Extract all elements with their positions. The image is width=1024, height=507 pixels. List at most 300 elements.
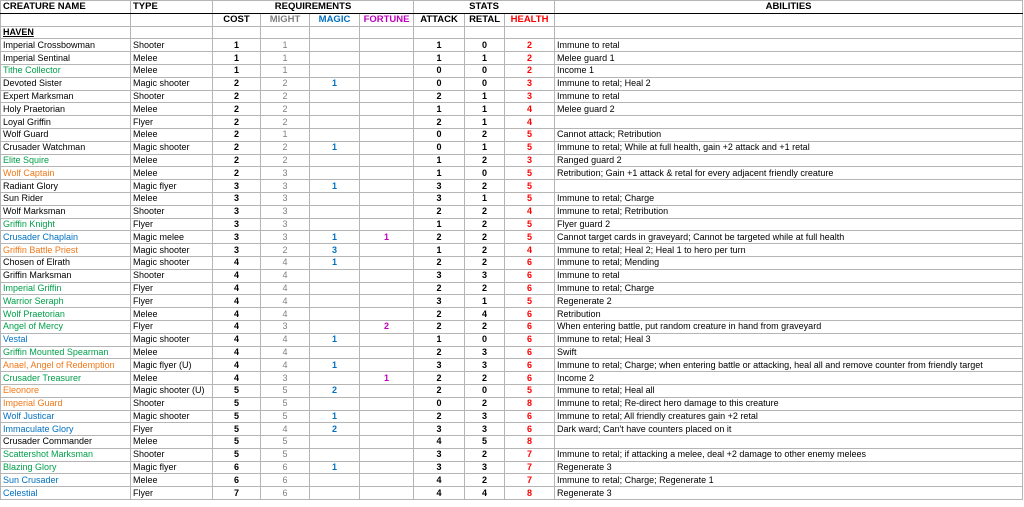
creature-name: Griffin Mounted Spearman	[1, 346, 131, 359]
creature-type: Melee	[131, 52, 213, 65]
might-cell: 2	[261, 77, 310, 90]
creature-type: Melee	[131, 192, 213, 205]
table-row	[1, 333, 1023, 346]
magic-cell	[310, 154, 360, 167]
table-row	[1, 116, 1023, 129]
health-cell: 8	[505, 487, 555, 500]
health-cell: 4	[505, 103, 555, 116]
table-row	[1, 90, 1023, 103]
might-cell: 3	[261, 205, 310, 218]
fortune-cell	[360, 192, 414, 205]
abilities-cell: Income 1	[555, 64, 1023, 77]
abilities-cell: Cannot target cards in graveyard; Cannot be targeted while at full health	[555, 231, 1023, 244]
attack-cell: 0	[414, 128, 465, 141]
abilities-cell: Immune to retal	[555, 90, 1023, 103]
health-cell: 6	[505, 320, 555, 333]
cost-cell: 3	[213, 205, 261, 218]
creature-type: Magic melee	[131, 231, 213, 244]
might-cell: 3	[261, 231, 310, 244]
creature-type: Magic shooter	[131, 333, 213, 346]
might-cell: 5	[261, 448, 310, 461]
attack-cell: 2	[414, 231, 465, 244]
header-cost: COST	[213, 13, 261, 26]
creature-name: Imperial Griffin	[1, 282, 131, 295]
attack-cell: 2	[414, 308, 465, 321]
creature-type: Magic shooter	[131, 410, 213, 423]
cost-cell: 7	[213, 487, 261, 500]
table-row	[1, 397, 1023, 410]
magic-cell	[310, 397, 360, 410]
health-cell: 6	[505, 256, 555, 269]
creature-type: Shooter	[131, 448, 213, 461]
health-cell: 5	[505, 218, 555, 231]
health-cell: 5	[505, 192, 555, 205]
health-cell: 6	[505, 372, 555, 385]
magic-cell: 1	[310, 256, 360, 269]
retal-cell: 1	[465, 52, 505, 65]
might-cell: 3	[261, 192, 310, 205]
table-row	[1, 64, 1023, 77]
health-cell: 4	[505, 116, 555, 129]
table-row	[1, 244, 1023, 257]
abilities-cell: Regenerate 3	[555, 461, 1023, 474]
might-cell: 3	[261, 167, 310, 180]
table-row	[1, 256, 1023, 269]
abilities-cell: Immune to retal; Retribution	[555, 205, 1023, 218]
might-cell: 1	[261, 64, 310, 77]
retal-cell: 3	[465, 410, 505, 423]
abilities-cell: Dark ward; Can't have counters placed on it	[555, 423, 1023, 436]
fortune-cell: 2	[360, 320, 414, 333]
cost-cell: 4	[213, 320, 261, 333]
creature-type: Melee	[131, 474, 213, 487]
creature-name: Tithe Collector	[1, 64, 131, 77]
health-cell: 3	[505, 154, 555, 167]
table-row	[1, 282, 1023, 295]
header-name: CREATURE NAME	[1, 1, 131, 14]
retal-cell: 0	[465, 64, 505, 77]
health-cell: 4	[505, 205, 555, 218]
cost-cell: 6	[213, 461, 261, 474]
cost-cell: 4	[213, 359, 261, 372]
magic-cell: 1	[310, 141, 360, 154]
creature-name: Blazing Glory	[1, 461, 131, 474]
magic-cell	[310, 487, 360, 500]
fortune-cell	[360, 384, 414, 397]
abilities-cell	[555, 180, 1023, 193]
creature-type: Magic flyer (U)	[131, 359, 213, 372]
creature-name: Radiant Glory	[1, 180, 131, 193]
fortune-cell	[360, 308, 414, 321]
magic-cell: 1	[310, 461, 360, 474]
header-fortune: FORTUNE	[360, 13, 414, 26]
retal-cell: 4	[465, 487, 505, 500]
attack-cell: 4	[414, 474, 465, 487]
fortune-cell	[360, 103, 414, 116]
attack-cell: 3	[414, 359, 465, 372]
creature-type: Magic shooter	[131, 141, 213, 154]
retal-cell: 1	[465, 103, 505, 116]
table-row	[1, 448, 1023, 461]
fortune-cell	[360, 52, 414, 65]
header-retal: RETAL	[465, 13, 505, 26]
fortune-cell	[360, 141, 414, 154]
fortune-cell	[360, 244, 414, 257]
table-row	[1, 410, 1023, 423]
health-cell: 8	[505, 397, 555, 410]
attack-cell: 2	[414, 320, 465, 333]
cost-cell: 1	[213, 64, 261, 77]
fortune-cell	[360, 269, 414, 282]
cost-cell: 5	[213, 448, 261, 461]
table-row	[1, 52, 1023, 65]
cost-cell: 4	[213, 372, 261, 385]
retal-cell: 3	[465, 359, 505, 372]
might-cell: 6	[261, 487, 310, 500]
might-cell: 6	[261, 461, 310, 474]
fortune-cell	[360, 180, 414, 193]
attack-cell: 0	[414, 141, 465, 154]
fortune-cell	[360, 346, 414, 359]
creature-type: Melee	[131, 103, 213, 116]
fortune-cell	[360, 295, 414, 308]
health-cell: 5	[505, 128, 555, 141]
creature-type: Magic flyer	[131, 180, 213, 193]
magic-cell: 1	[310, 410, 360, 423]
table-row	[1, 231, 1023, 244]
header-stats: STATS	[414, 1, 555, 14]
creature-name: Angel of Mercy	[1, 320, 131, 333]
health-cell: 5	[505, 141, 555, 154]
magic-cell	[310, 308, 360, 321]
attack-cell: 2	[414, 205, 465, 218]
fortune-cell	[360, 282, 414, 295]
creature-name: Imperial Guard	[1, 397, 131, 410]
fortune-cell	[360, 487, 414, 500]
abilities-cell: Immune to retal; Heal 2; Heal 1 to hero per turn	[555, 244, 1023, 257]
magic-cell: 1	[310, 359, 360, 372]
abilities-cell: Retribution	[555, 308, 1023, 321]
attack-cell: 1	[414, 333, 465, 346]
table-row	[1, 320, 1023, 333]
attack-cell: 3	[414, 295, 465, 308]
retal-cell: 2	[465, 154, 505, 167]
attack-cell: 0	[414, 64, 465, 77]
creature-name: Crusader Treasurer	[1, 372, 131, 385]
magic-cell	[310, 474, 360, 487]
creature-name: Wolf Guard	[1, 128, 131, 141]
might-cell: 2	[261, 116, 310, 129]
fortune-cell	[360, 64, 414, 77]
creature-type: Shooter	[131, 39, 213, 52]
might-cell: 2	[261, 141, 310, 154]
retal-cell: 1	[465, 141, 505, 154]
health-cell: 6	[505, 308, 555, 321]
attack-cell: 2	[414, 410, 465, 423]
abilities-cell: Immune to retal	[555, 39, 1023, 52]
table-row	[1, 295, 1023, 308]
health-cell: 6	[505, 423, 555, 436]
creature-name: Devoted Sister	[1, 77, 131, 90]
fortune-cell	[360, 154, 414, 167]
creature-name: Wolf Justicar	[1, 410, 131, 423]
creature-rows	[1, 39, 1023, 500]
health-cell: 7	[505, 448, 555, 461]
cost-cell: 5	[213, 397, 261, 410]
abilities-cell: Melee guard 1	[555, 52, 1023, 65]
fortune-cell	[360, 474, 414, 487]
creature-type: Magic shooter	[131, 256, 213, 269]
abilities-cell: Immune to retal; While at full health, gain +2 attack and +1 retal	[555, 141, 1023, 154]
table-row	[1, 192, 1023, 205]
creature-name: Imperial Crossbowman	[1, 39, 131, 52]
magic-cell	[310, 167, 360, 180]
creature-type: Melee	[131, 154, 213, 167]
retal-cell: 1	[465, 116, 505, 129]
creature-name: Scattershot Marksman	[1, 448, 131, 461]
abilities-cell: Immune to retal; Heal 3	[555, 333, 1023, 346]
health-cell: 8	[505, 436, 555, 449]
abilities-cell	[555, 116, 1023, 129]
table-row	[1, 154, 1023, 167]
health-cell: 6	[505, 346, 555, 359]
creature-type: Flyer	[131, 295, 213, 308]
cost-cell: 3	[213, 218, 261, 231]
retal-cell: 3	[465, 461, 505, 474]
might-cell: 4	[261, 295, 310, 308]
creature-type: Shooter	[131, 205, 213, 218]
attack-cell: 4	[414, 436, 465, 449]
fortune-cell	[360, 448, 414, 461]
attack-cell: 0	[414, 397, 465, 410]
attack-cell: 2	[414, 116, 465, 129]
table-row	[1, 103, 1023, 116]
cost-cell: 2	[213, 167, 261, 180]
creature-name: Crusader Commander	[1, 436, 131, 449]
abilities-cell: Immune to retal; All friendly creatures gain +2 retal	[555, 410, 1023, 423]
fortune-cell	[360, 90, 414, 103]
abilities-cell: Cannot attack; Retribution	[555, 128, 1023, 141]
creature-type: Melee	[131, 64, 213, 77]
header-abilities: ABILITIES	[555, 1, 1023, 14]
retal-cell: 2	[465, 320, 505, 333]
table-row	[1, 372, 1023, 385]
creature-type: Flyer	[131, 487, 213, 500]
health-cell: 5	[505, 231, 555, 244]
table-row	[1, 308, 1023, 321]
magic-cell	[310, 320, 360, 333]
fortune-cell	[360, 461, 414, 474]
header-attack: ATTACK	[414, 13, 465, 26]
attack-cell: 1	[414, 244, 465, 257]
fortune-cell	[360, 128, 414, 141]
might-cell: 4	[261, 333, 310, 346]
header-might: MIGHT	[261, 13, 310, 26]
abilities-cell: Regenerate 3	[555, 487, 1023, 500]
abilities-cell: Immune to retal; Heal all	[555, 384, 1023, 397]
creature-type: Shooter	[131, 90, 213, 103]
creature-name: Griffin Battle Priest	[1, 244, 131, 257]
creature-name: Elite Squire	[1, 154, 131, 167]
abilities-cell: Immune to retal; if attacking a melee, deal +2 damage to other enemy melees	[555, 448, 1023, 461]
magic-cell	[310, 64, 360, 77]
creature-type: Flyer	[131, 320, 213, 333]
retal-cell: 4	[465, 308, 505, 321]
retal-cell: 1	[465, 192, 505, 205]
table-row	[1, 346, 1023, 359]
abilities-cell: Immune to retal; Re-direct hero damage to this creature	[555, 397, 1023, 410]
retal-cell: 0	[465, 77, 505, 90]
attack-cell: 2	[414, 282, 465, 295]
might-cell: 4	[261, 359, 310, 372]
might-cell: 4	[261, 346, 310, 359]
fortune-cell	[360, 167, 414, 180]
creature-type: Flyer	[131, 423, 213, 436]
creature-name: Holy Praetorian	[1, 103, 131, 116]
abilities-cell: Swift	[555, 346, 1023, 359]
abilities-cell: Income 2	[555, 372, 1023, 385]
header-magic: MAGIC	[310, 13, 360, 26]
health-cell: 5	[505, 384, 555, 397]
fortune-cell	[360, 256, 414, 269]
health-cell: 2	[505, 52, 555, 65]
fortune-cell: 1	[360, 231, 414, 244]
section-title: HAVEN	[1, 26, 131, 39]
might-cell: 5	[261, 384, 310, 397]
cost-cell: 2	[213, 90, 261, 103]
health-cell: 6	[505, 282, 555, 295]
cost-cell: 5	[213, 410, 261, 423]
might-cell: 2	[261, 90, 310, 103]
table-row	[1, 167, 1023, 180]
cost-cell: 4	[213, 308, 261, 321]
table-row	[1, 205, 1023, 218]
health-cell: 3	[505, 77, 555, 90]
retal-cell: 2	[465, 244, 505, 257]
retal-cell: 2	[465, 128, 505, 141]
health-cell: 6	[505, 410, 555, 423]
abilities-cell: Immune to retal; Mending	[555, 256, 1023, 269]
health-cell: 3	[505, 90, 555, 103]
attack-cell: 0	[414, 77, 465, 90]
creature-name: Anael, Angel of Redemption	[1, 359, 131, 372]
might-cell: 4	[261, 308, 310, 321]
magic-cell	[310, 103, 360, 116]
magic-cell	[310, 218, 360, 231]
creature-name: Loyal Griffin	[1, 116, 131, 129]
cost-cell: 4	[213, 269, 261, 282]
table-row	[1, 218, 1023, 231]
health-cell: 7	[505, 461, 555, 474]
retal-cell: 0	[465, 333, 505, 346]
creature-name: Expert Marksman	[1, 90, 131, 103]
magic-cell	[310, 116, 360, 129]
health-cell: 2	[505, 64, 555, 77]
magic-cell	[310, 269, 360, 282]
magic-cell	[310, 436, 360, 449]
attack-cell: 1	[414, 154, 465, 167]
abilities-cell: Melee guard 2	[555, 103, 1023, 116]
fortune-cell	[360, 116, 414, 129]
attack-cell: 3	[414, 461, 465, 474]
might-cell: 4	[261, 269, 310, 282]
magic-cell	[310, 192, 360, 205]
attack-cell: 2	[414, 256, 465, 269]
retal-cell: 1	[465, 90, 505, 103]
might-cell: 6	[261, 474, 310, 487]
health-cell: 5	[505, 180, 555, 193]
retal-cell: 2	[465, 474, 505, 487]
health-cell: 2	[505, 39, 555, 52]
magic-cell: 1	[310, 333, 360, 346]
magic-cell: 2	[310, 384, 360, 397]
magic-cell: 1	[310, 180, 360, 193]
fortune-cell	[360, 397, 414, 410]
fortune-cell: 1	[360, 372, 414, 385]
attack-cell: 3	[414, 423, 465, 436]
abilities-cell: When entering battle, put random creature in hand from graveyard	[555, 320, 1023, 333]
table-row	[1, 359, 1023, 372]
retal-cell: 2	[465, 256, 505, 269]
might-cell: 1	[261, 52, 310, 65]
creature-name: Wolf Marksman	[1, 205, 131, 218]
cost-cell: 4	[213, 333, 261, 346]
creature-name: Wolf Praetorian	[1, 308, 131, 321]
might-cell: 1	[261, 39, 310, 52]
abilities-cell: Immune to retal; Charge; when entering battle or attacking, heal all and remove counter from friendly target	[555, 359, 1023, 372]
creature-name: Griffin Marksman	[1, 269, 131, 282]
cost-cell: 2	[213, 141, 261, 154]
creature-name: Vestal	[1, 333, 131, 346]
table-row	[1, 384, 1023, 397]
might-cell: 2	[261, 103, 310, 116]
abilities-cell: Immune to retal; Charge; Regenerate 1	[555, 474, 1023, 487]
magic-cell	[310, 90, 360, 103]
might-cell: 3	[261, 320, 310, 333]
attack-cell: 1	[414, 39, 465, 52]
table-row	[1, 141, 1023, 154]
retal-cell: 2	[465, 282, 505, 295]
might-cell: 3	[261, 218, 310, 231]
cost-cell: 6	[213, 474, 261, 487]
magic-cell	[310, 128, 360, 141]
attack-cell: 2	[414, 90, 465, 103]
table-row	[1, 77, 1023, 90]
retal-cell: 1	[465, 295, 505, 308]
creature-name: Celestial	[1, 487, 131, 500]
magic-cell	[310, 372, 360, 385]
cost-cell: 3	[213, 192, 261, 205]
table-row	[1, 436, 1023, 449]
creature-name: Immaculate Glory	[1, 423, 131, 436]
abilities-cell: Immune to retal; Charge	[555, 192, 1023, 205]
table-row	[1, 128, 1023, 141]
table-row	[1, 180, 1023, 193]
header-row-2	[1, 13, 1023, 26]
might-cell: 1	[261, 128, 310, 141]
cost-cell: 4	[213, 295, 261, 308]
cost-cell: 4	[213, 346, 261, 359]
creature-type: Flyer	[131, 282, 213, 295]
retal-cell: 0	[465, 39, 505, 52]
cost-cell: 5	[213, 423, 261, 436]
magic-cell	[310, 295, 360, 308]
retal-cell: 2	[465, 397, 505, 410]
cost-cell: 4	[213, 256, 261, 269]
might-cell: 4	[261, 423, 310, 436]
abilities-cell	[555, 436, 1023, 449]
creature-type: Melee	[131, 308, 213, 321]
